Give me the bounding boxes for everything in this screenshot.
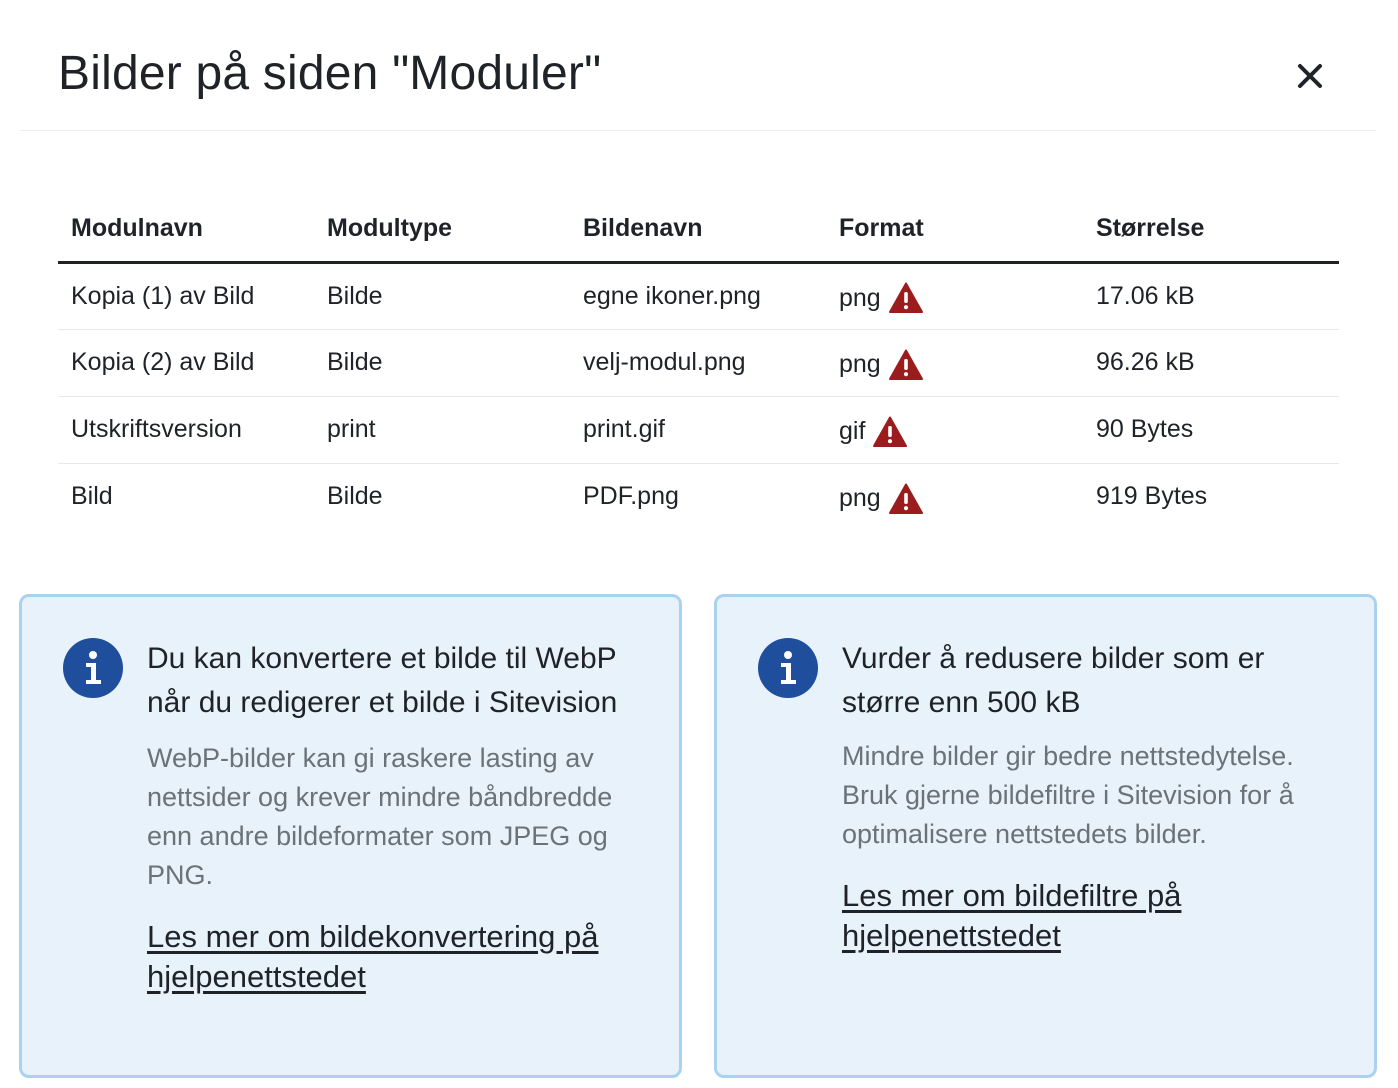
cell-module-name: Kopia (2) av Bild bbox=[58, 329, 314, 396]
format-label: png bbox=[839, 283, 881, 312]
cell-format bbox=[826, 463, 1083, 530]
card-text: Mindre bilder gir bedre nettstedytelse. Bruk gjerne bildefiltre i Sitevision for å optimalisere nettstedets bilder. bbox=[842, 741, 1294, 849]
webp-info-card bbox=[19, 594, 682, 1078]
column-header-module-type[interactable]: Modultype bbox=[314, 196, 570, 262]
info-icon bbox=[757, 637, 819, 699]
image-size-info-card bbox=[714, 594, 1377, 1078]
column-header-format[interactable]: Format bbox=[826, 196, 1083, 262]
table-row bbox=[58, 396, 1339, 463]
warning-triangle-icon[interactable] bbox=[889, 282, 923, 314]
image-conversion-help-link[interactable]: Les mer om bildekonvertering på hjelpenettstedet bbox=[147, 919, 599, 994]
format-label: png bbox=[839, 350, 881, 378]
format-with-warning bbox=[839, 483, 923, 515]
format-with-warning bbox=[839, 349, 923, 381]
card-body bbox=[842, 637, 1342, 956]
close-button[interactable] bbox=[1286, 52, 1334, 100]
warning-triangle-icon[interactable] bbox=[889, 483, 923, 515]
table-header-row bbox=[58, 196, 1339, 262]
cell-module-type: print bbox=[314, 396, 570, 463]
column-header-size[interactable]: Størrelse bbox=[1083, 196, 1339, 262]
column-header-module-name[interactable]: Modulnavn bbox=[58, 196, 314, 262]
format-label: png bbox=[839, 484, 881, 513]
dialog-header bbox=[20, 0, 1376, 131]
column-header-image-name[interactable]: Bildenavn bbox=[570, 196, 826, 262]
card-title: Du kan konvertere et bilde til WebP når du redigerer et bilde i Sitevision bbox=[147, 642, 618, 719]
close-icon bbox=[1286, 52, 1334, 100]
cell-size: 96.26 kB bbox=[1083, 329, 1339, 396]
cell-module-type: Bilde bbox=[314, 329, 570, 396]
cell-size: 90 Bytes bbox=[1083, 396, 1339, 463]
cell-module-type: Bilde bbox=[327, 482, 383, 511]
cell-size: 919 Bytes bbox=[1096, 482, 1208, 511]
format-with-warning bbox=[839, 416, 907, 448]
cell-module-name: Kopia (1) av Bild bbox=[58, 262, 314, 329]
dialog-title: Bilder på siden "Moduler" bbox=[58, 47, 602, 100]
cell-module-name: Bild bbox=[71, 482, 113, 511]
cell-image-name: velj-modul.png bbox=[570, 329, 826, 396]
cell-module-name: Utskriftsversion bbox=[58, 396, 314, 463]
format-label: gif bbox=[839, 417, 866, 445]
cell-format bbox=[826, 396, 1083, 463]
cell-format bbox=[826, 329, 1083, 396]
cell-image-name: egne ikoner.png bbox=[570, 262, 826, 329]
cell-format bbox=[826, 262, 1083, 329]
table-row bbox=[58, 463, 1339, 530]
card-body bbox=[147, 637, 647, 997]
table-row bbox=[58, 329, 1339, 396]
cell-module-type: Bilde bbox=[314, 262, 570, 329]
images-table bbox=[58, 196, 1339, 530]
card-text: WebP-bilder kan gi raskere lasting av nettsider og krever mindre båndbredde enn andre bildeformater som JPEG og PNG. bbox=[147, 743, 613, 890]
warning-triangle-icon[interactable] bbox=[873, 416, 907, 448]
cell-size: 17.06 kB bbox=[1083, 262, 1339, 329]
table-row bbox=[58, 262, 1339, 329]
info-icon bbox=[62, 637, 124, 699]
cell-image-name: print.gif bbox=[570, 396, 826, 463]
card-title: Vurder å redusere bilder som er større enn 500 kB bbox=[842, 642, 1265, 719]
format-with-warning bbox=[839, 282, 923, 314]
image-filters-help-link[interactable]: Les mer om bildefiltre på hjelpenettstedet bbox=[842, 878, 1182, 953]
cell-image-name: PDF.png bbox=[583, 482, 679, 511]
warning-triangle-icon[interactable] bbox=[889, 349, 923, 381]
